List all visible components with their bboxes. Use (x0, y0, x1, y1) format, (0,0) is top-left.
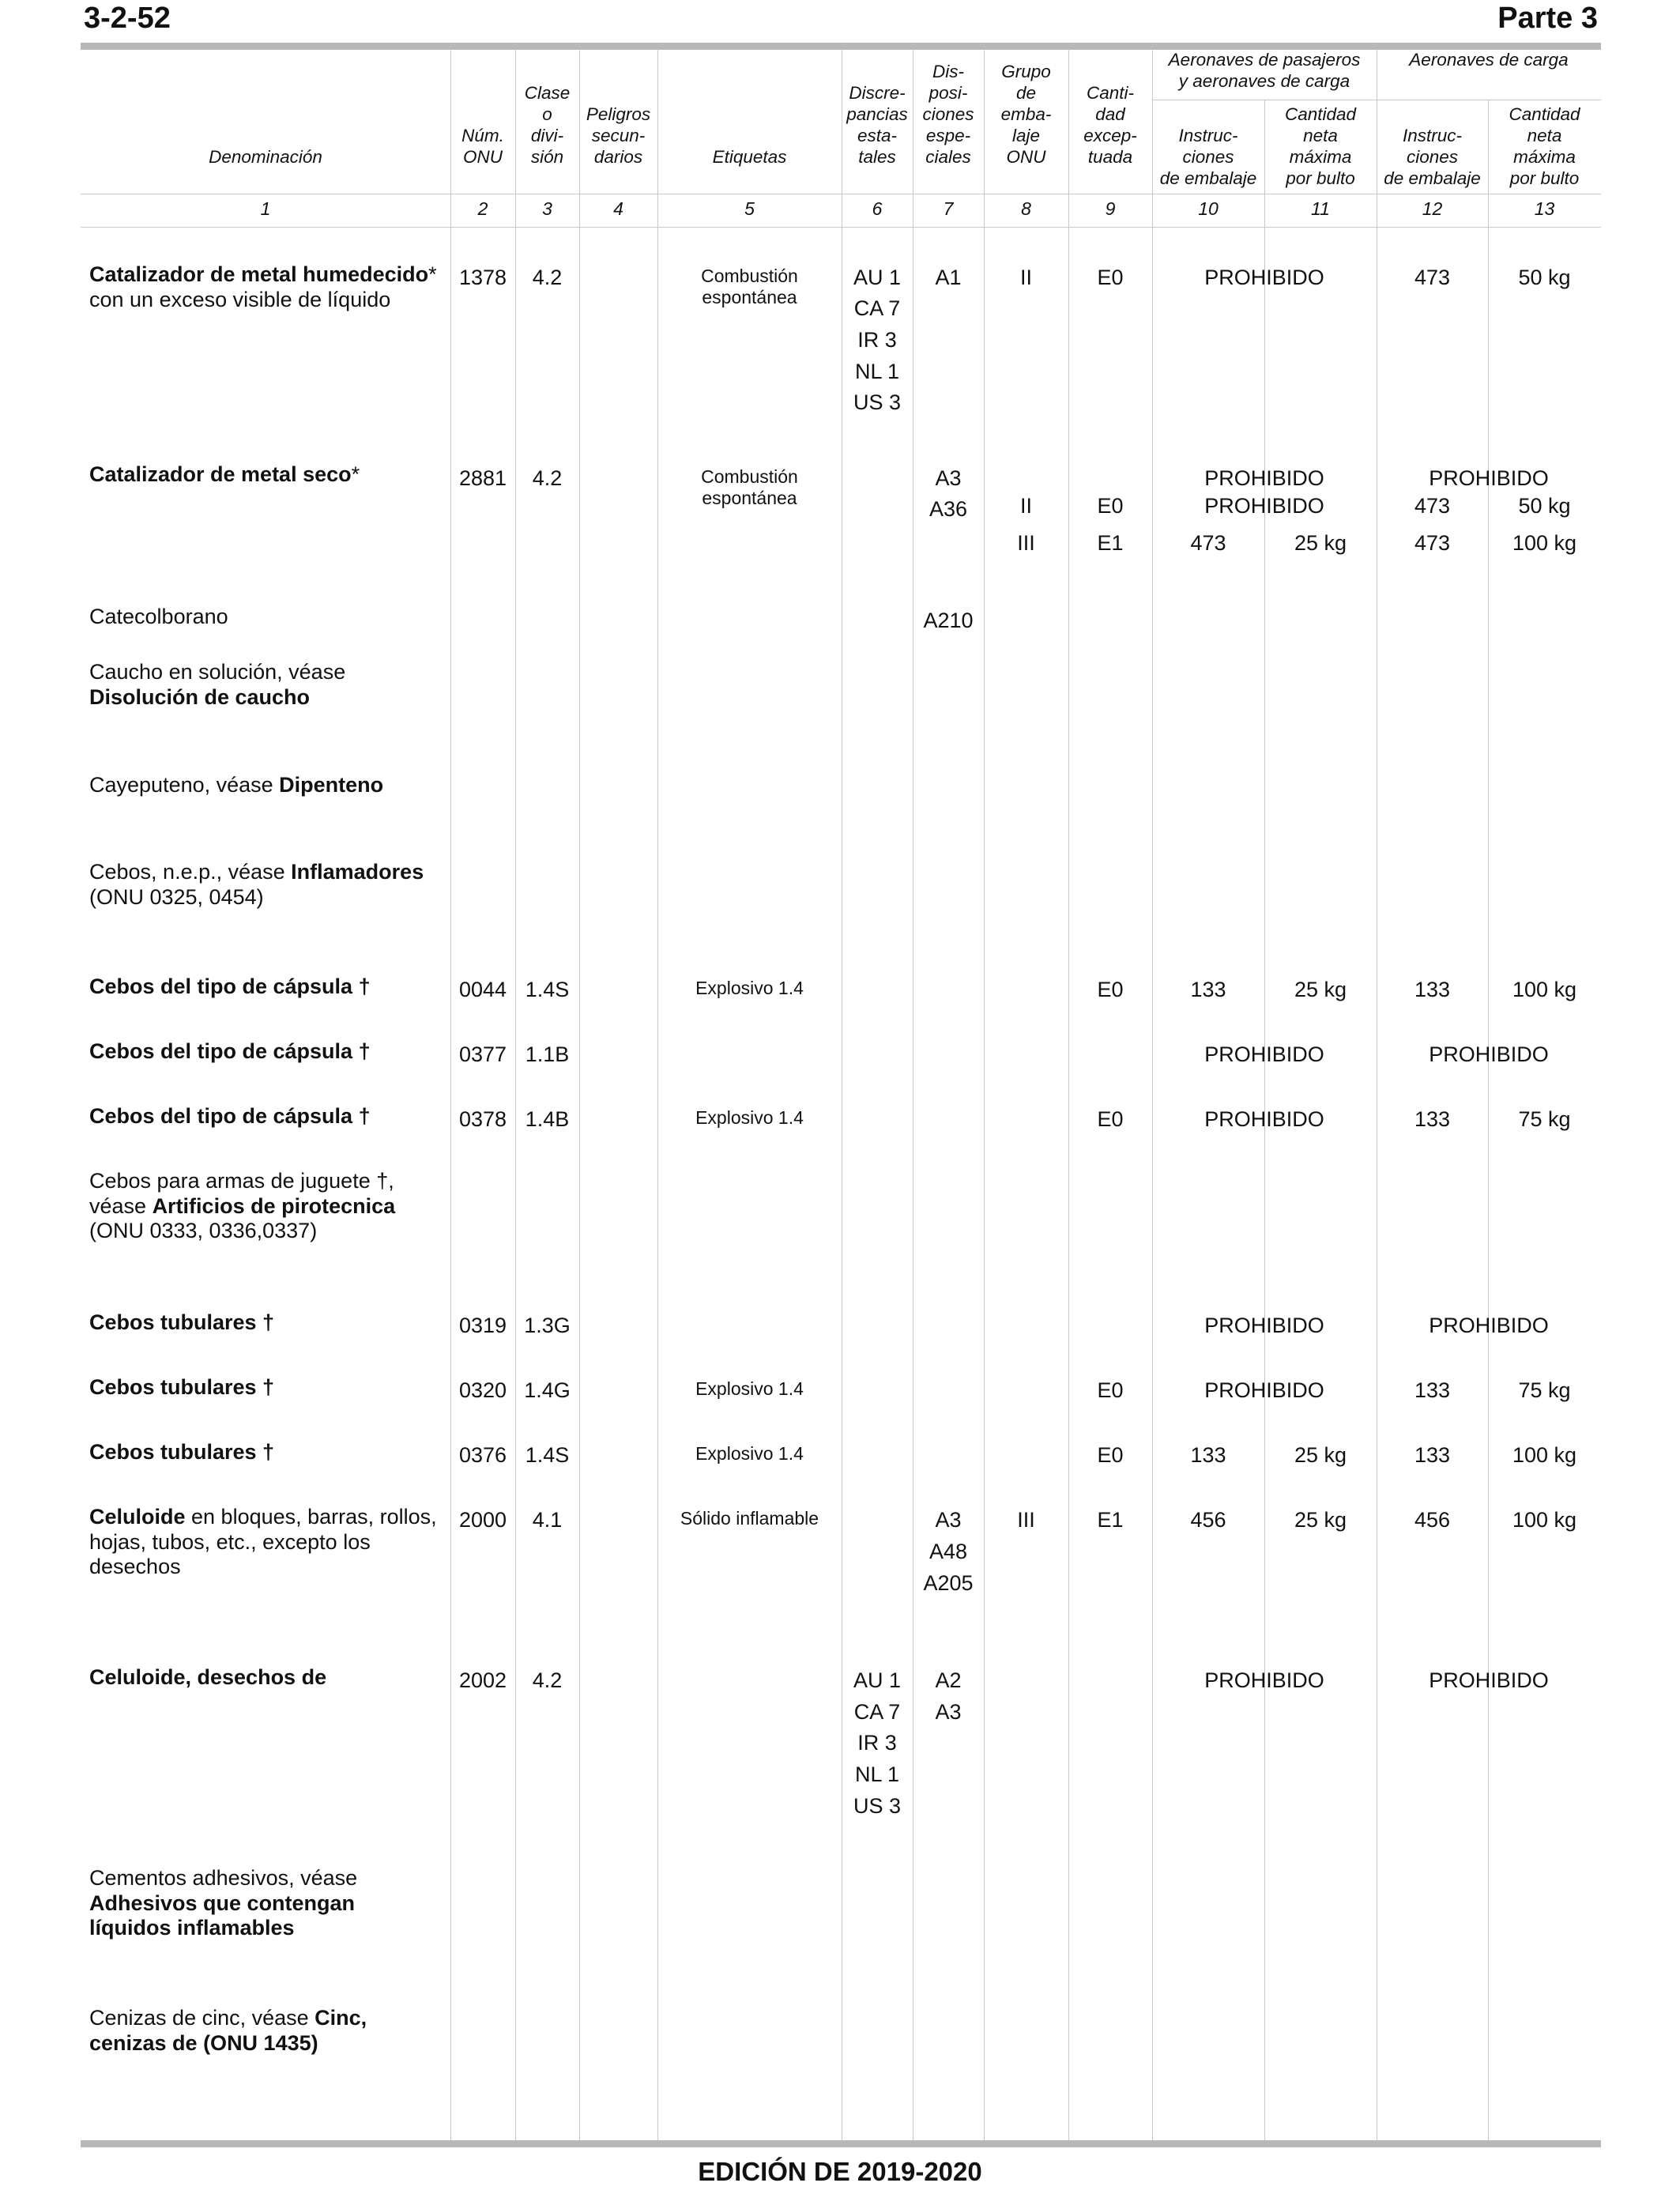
state-variation: NL 1 (854, 360, 900, 383)
state-variation: CA 7 (853, 1700, 901, 1724)
col-header: Clase o divi- sión (524, 83, 571, 167)
passenger-packing-instruction: 473 (1190, 531, 1226, 555)
state-variation: IR 3 (857, 328, 897, 352)
cargo-forbidden: PROHIBIDO (1429, 466, 1549, 490)
special-provision: A210 (923, 609, 974, 632)
excepted-quantity: E0 (1097, 1107, 1124, 1131)
cargo-forbidden: PROHIBIDO (1429, 1042, 1549, 1066)
un-number: 0044 (458, 978, 507, 1001)
state-variation: AU 1 (853, 266, 902, 289)
cargo-packing-instruction: 473 (1414, 494, 1451, 518)
col-header: Instruc- ciones de embalaje (1159, 126, 1257, 188)
col-header: Peligros secun- darios (586, 104, 651, 167)
cargo-max-quantity: 100 kg (1512, 1508, 1577, 1532)
passenger-packing-instruction: 133 (1190, 1443, 1226, 1467)
table-row-name: Cebos, n.e.p., véase Inflamadores (ONU 0325, 0454) (89, 860, 424, 909)
hazard-label: Combustión espontánea (701, 466, 798, 508)
hazard-label: Explosivo 1.4 (695, 1378, 804, 1399)
special-provision: A3 (935, 1508, 962, 1532)
hazard-label: Combustión espontánea (701, 266, 798, 307)
hazard-label: Explosivo 1.4 (695, 978, 804, 998)
table-row-name: Cebos tubulares † (89, 1440, 275, 1464)
class-division: 1.4S (525, 978, 570, 1001)
col-number: 1 (260, 198, 271, 219)
passenger-max-quantity: 25 kg (1294, 531, 1347, 555)
class-division: 4.2 (532, 466, 563, 490)
state-variation: US 3 (853, 390, 902, 414)
hazard-label: Explosivo 1.4 (695, 1443, 804, 1464)
col-header: Núm. ONU (461, 126, 504, 167)
passenger-max-quantity: 25 kg (1294, 978, 1347, 1001)
excepted-quantity: E0 (1097, 494, 1124, 518)
passenger-forbidden: PROHIBIDO (1204, 1042, 1324, 1066)
excepted-quantity: E1 (1097, 531, 1124, 555)
class-division: 1.4G (524, 1378, 571, 1402)
cargo-max-quantity: 75 kg (1518, 1378, 1571, 1402)
packing-group: III (1017, 531, 1035, 555)
un-number: 0320 (458, 1378, 507, 1402)
excepted-quantity: E0 (1097, 266, 1124, 289)
bottom-rule (81, 2140, 1601, 2147)
special-provision: A48 (929, 1540, 968, 1563)
col-header: Dis- posi- ciones espe- ciales (922, 62, 974, 167)
packing-group: III (1017, 1508, 1035, 1532)
special-provision: A2 (935, 1668, 962, 1692)
un-number: 0376 (458, 1443, 507, 1467)
col-number: 12 (1422, 198, 1443, 219)
passenger-forbidden: PROHIBIDO (1204, 1107, 1324, 1131)
un-number: 2881 (458, 466, 507, 490)
special-provision: A205 (923, 1571, 974, 1595)
special-provision: A3 (935, 1700, 962, 1724)
cargo-max-quantity: 100 kg (1512, 978, 1577, 1001)
col-header: Grupo de emba- laje ONU (1000, 62, 1052, 167)
cargo-max-quantity: 50 kg (1518, 266, 1571, 289)
state-variation: NL 1 (854, 1762, 900, 1786)
cargo-forbidden: PROHIBIDO (1429, 1314, 1549, 1337)
packing-group: II (1019, 494, 1032, 518)
un-number: 0378 (458, 1107, 507, 1131)
un-number: 1378 (458, 266, 507, 289)
cargo-packing-instruction: 456 (1414, 1508, 1451, 1532)
col-header: Canti- dad excep- tuada (1083, 83, 1137, 167)
passenger-forbidden: PROHIBIDO (1204, 266, 1324, 289)
special-provision: A3 (935, 466, 962, 490)
table-row-name: Catalizador de metal humedecido* con un exceso visible de líquido (89, 262, 437, 311)
cargo-packing-instruction: 133 (1414, 978, 1451, 1001)
col-number: 4 (613, 198, 623, 219)
cargo-max-quantity: 100 kg (1512, 1443, 1577, 1467)
col-number: 7 (943, 198, 954, 219)
state-variation: IR 3 (857, 1731, 897, 1755)
passenger-forbidden: PROHIBIDO (1204, 1378, 1324, 1402)
col-header: Etiquetas (712, 147, 787, 167)
passenger-max-quantity: 25 kg (1294, 1508, 1347, 1532)
special-provision: A36 (929, 497, 968, 521)
table-row-name: Catecolborano (89, 605, 228, 628)
col-number: 5 (744, 198, 755, 219)
col-header: Cantidad neta máxima por bulto (1509, 104, 1580, 188)
table-row-name: Cebos tubulares † (89, 1310, 275, 1334)
group-header-cargo: Aeronaves de carga (1409, 50, 1569, 70)
cargo-packing-instruction: 133 (1414, 1107, 1451, 1131)
state-variation: AU 1 (853, 1668, 902, 1692)
passenger-packing-instruction: 456 (1190, 1508, 1226, 1532)
table-row-name: Cebos del tipo de cápsula † (89, 1039, 371, 1063)
col-number: 10 (1198, 198, 1219, 219)
group-header-passenger: Aeronaves de pasajeros y aeronaves de carga (1168, 50, 1361, 91)
passenger-packing-instruction: 133 (1190, 978, 1226, 1001)
hazard-label: Explosivo 1.4 (695, 1107, 804, 1128)
class-division: 1.1B (525, 1042, 570, 1066)
col-number: 6 (872, 198, 883, 219)
table-row-name: Celuloide, desechos de (89, 1665, 327, 1689)
cargo-packing-instruction: 473 (1414, 266, 1451, 289)
col-number: 8 (1021, 198, 1031, 219)
cargo-max-quantity: 75 kg (1518, 1107, 1571, 1131)
class-division: 4.2 (532, 1668, 563, 1692)
hazard-label: Sólido inflamable (680, 1508, 819, 1529)
passenger-forbidden: PROHIBIDO (1204, 1314, 1324, 1337)
table-row-name: Cebos del tipo de cápsula † (89, 1104, 371, 1128)
cargo-packing-instruction: 133 (1414, 1378, 1451, 1402)
un-number: 2000 (458, 1508, 507, 1532)
class-division: 4.2 (532, 266, 563, 289)
cargo-max-quantity: 50 kg (1518, 494, 1571, 518)
cargo-packing-instruction: 473 (1414, 531, 1451, 555)
special-provision: A1 (935, 266, 962, 289)
state-variation: CA 7 (853, 296, 901, 320)
table-row-name: Caucho en solución, véase Disolución de caucho (89, 660, 346, 709)
page-number: 3-2-52 (84, 2, 171, 35)
excepted-quantity: E0 (1097, 978, 1124, 1001)
table-row-name: Cebos del tipo de cápsula † (89, 974, 371, 998)
un-number: 0319 (458, 1314, 507, 1337)
class-division: 1.4S (525, 1443, 570, 1467)
table-row-name: Cebos tubulares † (89, 1375, 275, 1399)
table-row-name: Cementos adhesivos, véase Adhesivos que contengan líquidos inflamables (89, 1866, 358, 1940)
passenger-forbidden: PROHIBIDO (1204, 466, 1324, 490)
col-header: Instruc- ciones de embalaje (1384, 126, 1481, 188)
class-division: 1.4B (525, 1107, 570, 1131)
col-number: 11 (1311, 198, 1330, 219)
packing-group: II (1019, 266, 1032, 289)
table-row-name: Catalizador de metal seco* (89, 462, 360, 486)
cargo-forbidden: PROHIBIDO (1429, 1668, 1549, 1692)
col-header: Discre- pancias esta- tales (846, 83, 908, 167)
table-row-name: Celuloide en bloques, barras, rollos, hojas, tubos, etc., excepto los desechos (89, 1505, 437, 1578)
col-number: 13 (1534, 198, 1555, 219)
col-header: Denominación (209, 147, 322, 167)
excepted-quantity: E0 (1097, 1378, 1124, 1402)
state-variation: US 3 (853, 1794, 902, 1818)
edition-footer: EDICIÓN DE 2019-2020 (698, 2157, 982, 2186)
excepted-quantity: E1 (1097, 1508, 1124, 1532)
cargo-max-quantity: 100 kg (1512, 531, 1577, 555)
col-number: 2 (477, 198, 488, 219)
col-header: Cantidad neta máxima por bulto (1284, 104, 1357, 188)
un-number: 2002 (458, 1668, 507, 1692)
passenger-forbidden: PROHIBIDO (1204, 1668, 1324, 1692)
col-number: 3 (542, 198, 552, 219)
class-division: 1.3G (524, 1314, 571, 1337)
un-number: 0377 (458, 1042, 507, 1066)
class-division: 4.1 (532, 1508, 563, 1532)
passenger-forbidden: PROHIBIDO (1204, 494, 1324, 518)
cargo-packing-instruction: 133 (1414, 1443, 1451, 1467)
table-row-name: Cenizas de cinc, véase Cinc, cenizas de (ONU 1435) (89, 2006, 367, 2055)
part-title: Parte 3 (1497, 2, 1598, 35)
table-row-name: Cebos para armas de juguete †, véase Artificios de pirotecnica (ONU 0333, 0336,0337) (89, 1169, 396, 1242)
table-row-name: Cayeputeno, véase Dipenteno (89, 773, 384, 797)
excepted-quantity: E0 (1097, 1443, 1124, 1467)
col-number: 9 (1105, 198, 1116, 219)
passenger-max-quantity: 25 kg (1294, 1443, 1347, 1467)
